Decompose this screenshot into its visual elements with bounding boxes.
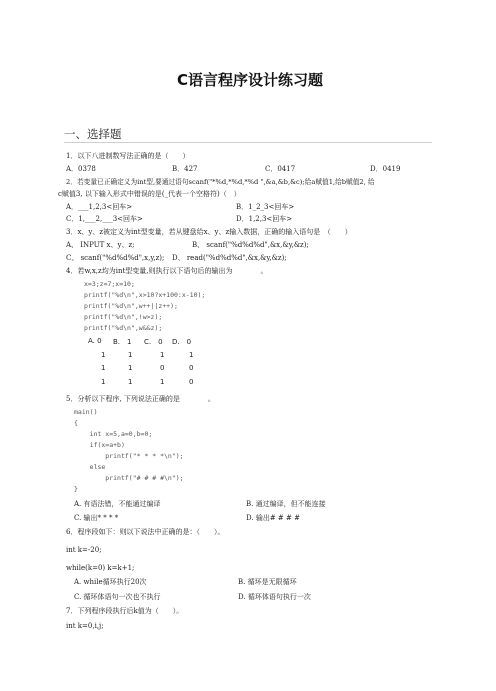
q2-option-b: B．1_2_3<回车> (236, 203, 295, 211)
q5-code-line: } (74, 485, 78, 493)
page-title: C语言程序设计练习题 (177, 71, 324, 89)
q4-grid-cell: 0 (160, 364, 165, 372)
q4-grid-cell: 1 (128, 351, 133, 359)
q6-code-line: while(k=0) k=k+1; (66, 564, 135, 572)
q5-option-a: A. 有语法错，不能通过编译 (74, 500, 161, 508)
q4-grid-cell: 0 (189, 364, 194, 372)
q4-grid-cell: 1 (101, 351, 106, 359)
q1-option-c: C．0417 (265, 165, 296, 173)
q5-code-line: printf("# # # #\n"); (74, 474, 184, 482)
q4-option-c: C. 0 (144, 338, 163, 346)
q6-option-b: B. 循环是无限循环 (238, 578, 297, 586)
q4-option-b: B. 1 (113, 338, 132, 346)
q4-code-line: printf("%d\n",!w>z); (84, 313, 163, 321)
q1-stem: 1．以下八进制数写法正确的是（ ） (66, 152, 190, 160)
q4-grid-cell: 1 (189, 351, 194, 359)
q4-grid-cell: 1 (128, 378, 133, 386)
q7-stem: 7．下列程序段执行后k值为（ ）。 (66, 607, 184, 615)
q5-option-b: B. 通过编译，但不能连接 (246, 500, 326, 508)
q5-option-d: D. 输出# # # # (246, 514, 300, 522)
q4-grid-cell: 1 (160, 351, 165, 359)
q2-option-d: D．1,2,3<回车> (236, 215, 293, 223)
q4-grid-cell: 1 (101, 378, 106, 386)
q5-code-line: if(x=a+b) (74, 441, 125, 449)
q5-code-line: else (74, 463, 106, 471)
q6-option-d: D. 循环体语句执行一次 (238, 593, 311, 601)
q4-code-line: printf("%d\n",w&&z); (84, 324, 163, 332)
q4-code-line: x=3;z=7;x=10; (84, 280, 135, 288)
q5-code-line: { (74, 419, 78, 427)
q5-stem: 5．分析以下程序, 下列说法正确的是 。 (66, 395, 215, 403)
section-heading: 一、选择题 (64, 127, 122, 141)
q1-option-d: D．0419 (370, 165, 401, 173)
q3-option-d: D、 read("%d%d%d",&x,&y,&z); (172, 254, 287, 262)
q4-grid-cell: 1 (101, 364, 106, 372)
q4-grid-cell: 1 (160, 378, 165, 386)
q4-code-line: printf("%d\n",w++||z++); (84, 302, 178, 310)
q3-option-b: B、 scanf("%d%d%d",&x,&y,&z); (192, 241, 309, 249)
q5-option-c: C. 输出* * * * (74, 514, 119, 522)
q2-option-a: A．___1,2,3<回车> (66, 203, 133, 211)
q5-code-line: printf("* * * *\n"); (74, 452, 184, 460)
q6-option-c: C. 循环体语句一次也不执行 (74, 593, 161, 601)
q1-option-a: A．0378 (66, 165, 96, 173)
q5-code-line: main() (74, 408, 98, 416)
q5-code-line: int x=5,a=0,b=0; (74, 430, 153, 438)
q3-option-c: C、 scanf("%d%d%d",x,y,z); (66, 254, 165, 262)
q4-option-d: D. 0 (172, 338, 192, 346)
q4-grid-cell: 0 (189, 378, 194, 386)
q3-option-a: A、 INPUT x、y、z; (66, 241, 135, 249)
q4-code-line: printf("%d\n",x>10?x+100:x-10); (84, 291, 206, 299)
q2-option-c: C．1,___2,___3<回车> (66, 215, 143, 223)
q3-stem: 3．x、y、z被定义为int型变量，若从键盘给x、y、z输入数据，正确的输入语句是 （ ） (66, 228, 352, 236)
section-divider (64, 142, 432, 143)
q4-option-a: A. 0 (88, 337, 102, 345)
q7-code-line: int k=0,i,j; (66, 622, 104, 630)
q2-stem-line2: c赋值3, 以下输入形式中错误的是(_代表一个空格符)（ ） (58, 190, 241, 198)
q6-stem: 6．程序段如下：则以下说法中正确的是：（ ）。 (66, 528, 225, 536)
q6-code-line: int k=-20; (66, 546, 102, 554)
q4-stem: 4．若w,x,z均为int型变量,则执行以下语句后的输出为 。 (66, 267, 268, 275)
q4-grid-cell: 1 (128, 364, 133, 372)
q2-stem-line1: 2．若变量已正确定义为int型,要通过语句scanf("*%d,*%d,*%d ",&a,&b,&c);给a赋值1,给b赋值2, 给 (66, 178, 375, 186)
q6-option-a: A. while循环执行20次 (74, 578, 147, 586)
q1-option-b: B．427 (172, 165, 198, 173)
